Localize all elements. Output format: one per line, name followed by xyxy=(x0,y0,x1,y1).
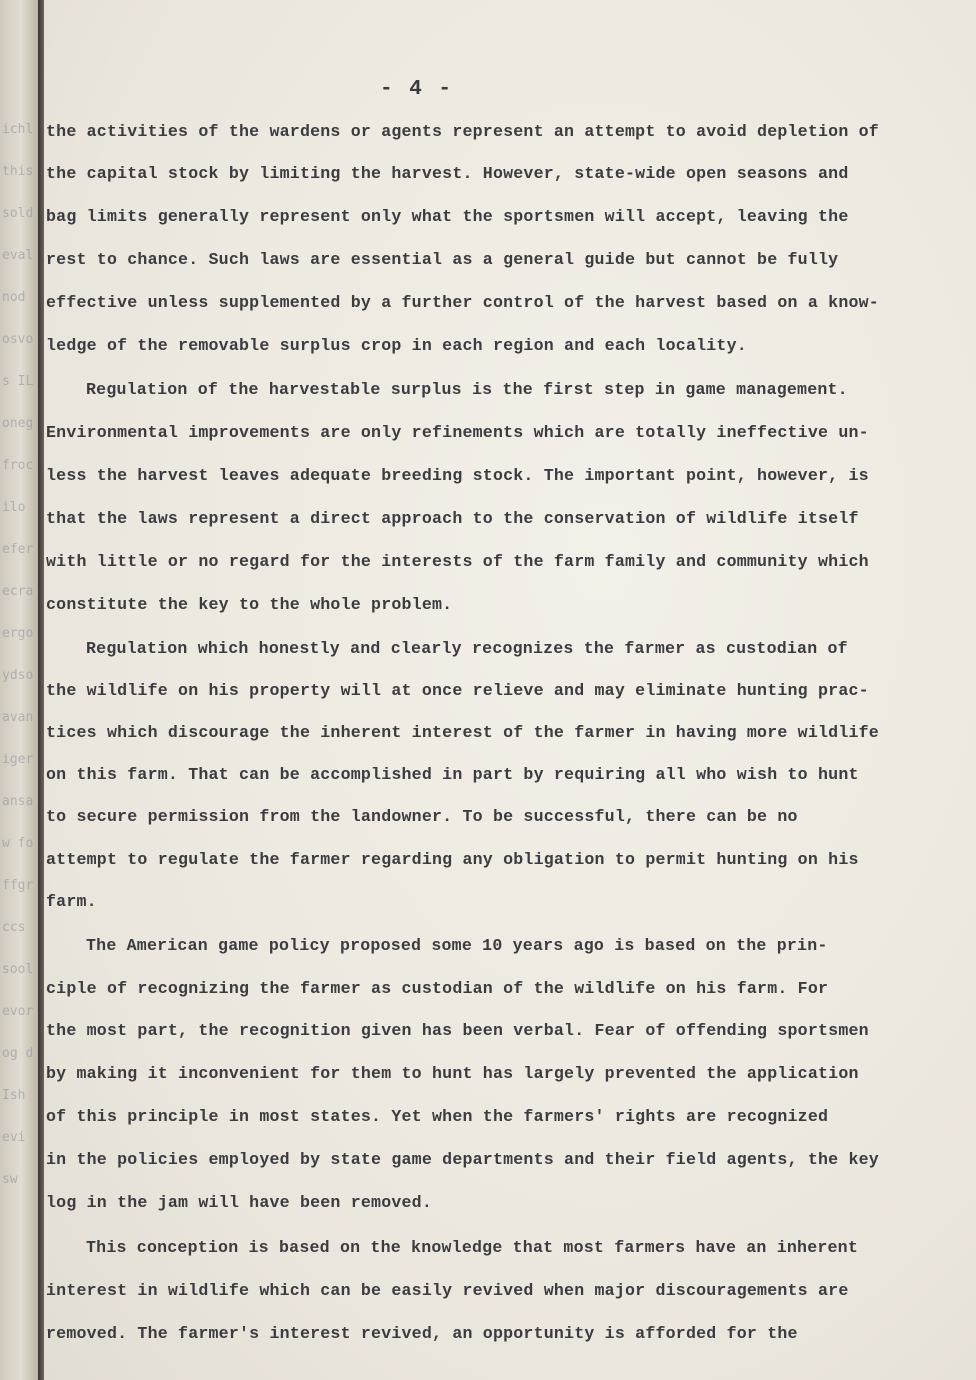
bleed-through-text: sw xyxy=(2,1172,18,1187)
previous-page-edge xyxy=(0,0,38,1380)
bleed-through-text: ilo xyxy=(2,500,26,515)
page-number: - 4 - xyxy=(380,78,454,101)
text-line: the wildlife on his property will at once relieve and may eliminate hunting prac- xyxy=(46,681,869,700)
bleed-through-text: avan xyxy=(2,710,34,725)
bleed-through-text: ergo xyxy=(2,626,34,641)
bleed-through-text: sool xyxy=(2,962,34,977)
bleed-through-text: osvo xyxy=(2,332,34,347)
text-line: interest in wildlife which can be easily revived when major discouragements are xyxy=(46,1281,849,1300)
bleed-through-text: evi xyxy=(2,1130,26,1145)
text-line: with little or no regard for the interests of the farm family and community which xyxy=(46,552,869,571)
bleed-through-text: w fo xyxy=(2,836,34,851)
text-line: in the policies employed by state game departments and their field agents, the key xyxy=(46,1150,879,1169)
bleed-through-text: sold xyxy=(2,206,34,221)
text-line: log in the jam will have been removed. xyxy=(46,1193,432,1212)
text-line: Regulation of the harvestable surplus is the first step in game management. xyxy=(86,380,848,399)
text-line: the capital stock by limiting the harvest. However, state-wide open seasons and xyxy=(46,164,849,183)
text-line: bag limits generally represent only what the sportsmen will accept, leaving the xyxy=(46,207,849,226)
bleed-through-text: ffgr xyxy=(2,878,34,893)
bleed-through-text: ccs xyxy=(2,920,26,935)
text-line: effective unless supplemented by a further control of the harvest based on a know- xyxy=(46,293,879,312)
text-line: that the laws represent a direct approach to the conservation of wildlife itself xyxy=(46,509,859,528)
text-line: the most part, the recognition given has been verbal. Fear of offending sportsmen xyxy=(46,1021,869,1040)
text-line: rest to chance. Such laws are essential as a general guide but cannot be fully xyxy=(46,250,839,269)
bleed-through-text: eval xyxy=(2,248,34,263)
bleed-through-text: ecra xyxy=(2,584,34,599)
bleed-through-text: evor xyxy=(2,1004,34,1019)
bleed-through-text: froc xyxy=(2,458,34,473)
bleed-through-text: Ish xyxy=(2,1088,26,1103)
text-line: less the harvest leaves adequate breeding stock. The important point, however, is xyxy=(46,466,869,485)
text-line: ciple of recognizing the farmer as custodian of the wildlife on his farm. For xyxy=(46,979,829,998)
text-line: ledge of the removable surplus crop in each region and each locality. xyxy=(46,336,747,355)
text-line: of this principle in most states. Yet when the farmers' rights are recognized xyxy=(46,1107,829,1126)
text-line: tices which discourage the inherent interest of the farmer in having more wildlife xyxy=(46,723,879,742)
bleed-through-text: iger xyxy=(2,752,34,767)
text-line: Regulation which honestly and clearly recognizes the farmer as custodian of xyxy=(86,639,848,658)
bleed-through-text: ansa xyxy=(2,794,34,809)
text-line: This conception is based on the knowledge that most farmers have an inherent xyxy=(86,1238,858,1257)
text-line: on this farm. That can be accomplished in part by requiring all who wish to hunt xyxy=(46,765,859,784)
text-line: by making it inconvenient for them to hunt has largely prevented the application xyxy=(46,1064,859,1083)
text-line: Environmental improvements are only refinements which are totally ineffective un- xyxy=(46,423,869,442)
bleed-through-text: efer xyxy=(2,542,34,557)
bleed-through-text: s IL xyxy=(2,374,34,389)
bleed-through-text: ichl xyxy=(2,122,34,137)
text-line: attempt to regulate the farmer regarding any obligation to permit hunting on his xyxy=(46,850,859,869)
text-line: removed. The farmer's interest revived, an opportunity is afforded for the xyxy=(46,1324,798,1343)
bleed-through-text: og d xyxy=(2,1046,34,1061)
text-line: to secure permission from the landowner. To be successful, there can be no xyxy=(46,807,798,826)
bleed-through-text: ydso xyxy=(2,668,34,683)
text-line: The American game policy proposed some 10 years ago is based on the prin- xyxy=(86,936,828,955)
bleed-through-text: this xyxy=(2,164,34,179)
document-page xyxy=(44,0,976,1380)
text-line: constitute the key to the whole problem. xyxy=(46,595,453,614)
bleed-through-text: nod xyxy=(2,290,26,305)
text-line: the activities of the wardens or agents represent an attempt to avoid depletion of xyxy=(46,122,879,141)
text-line: farm. xyxy=(46,892,97,911)
bleed-through-text: oneg xyxy=(2,416,34,431)
